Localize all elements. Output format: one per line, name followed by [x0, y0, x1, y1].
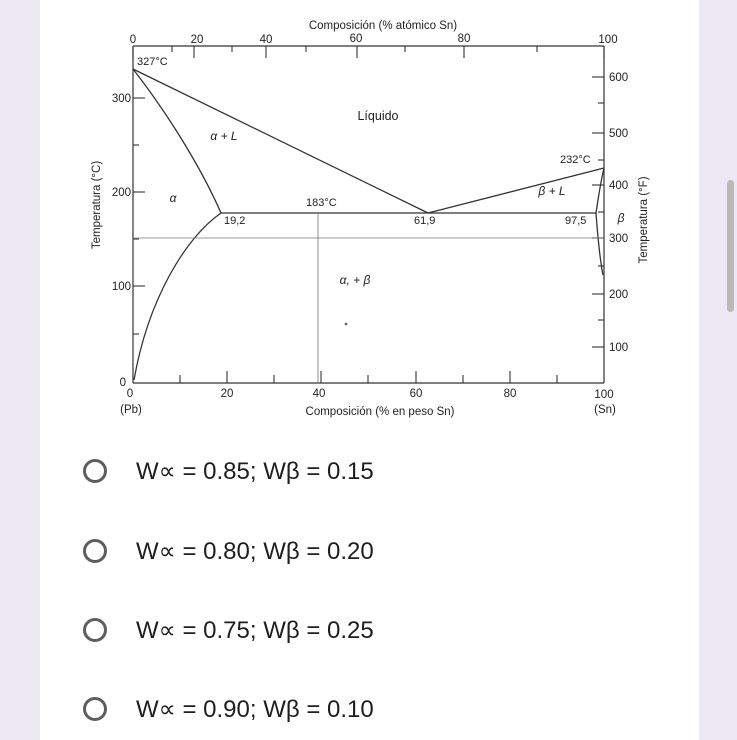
bottom-tick-label: 80 — [503, 388, 517, 400]
eutectic-composition-label: 61,9 — [414, 215, 436, 227]
pb-melting-label: 327°C — [137, 56, 168, 68]
guide-lines — [133, 213, 604, 383]
top-axis-ticks — [133, 46, 604, 58]
right-tick-label: 100 — [609, 342, 629, 354]
top-axis-title: Composición (% atómico Sn) — [308, 20, 458, 32]
alpha-region-label: α — [169, 191, 177, 205]
bottom-axis-title: Composición (% en peso Sn) — [305, 406, 455, 418]
option-4[interactable] — [83, 689, 583, 729]
liquidus-right — [428, 168, 604, 213]
top-tick-label: 80 — [457, 33, 471, 45]
option-label: W∝ = 0.80; Wβ = 0.20 — [136, 537, 374, 565]
top-tick-label: 100 — [598, 34, 618, 46]
left-tick-label: 100 — [111, 281, 131, 293]
beta-region-label: β — [617, 211, 625, 225]
radio-button[interactable] — [83, 697, 107, 721]
bottom-tick-label: 0 — [126, 388, 134, 400]
alpha-beta-region-label: α, + β — [339, 273, 371, 287]
radio-button[interactable] — [83, 539, 107, 563]
top-tick-label: 0 — [129, 34, 137, 46]
sn-melting-label: 232°C — [560, 154, 591, 166]
option-label: W∝ = 0.90; Wβ = 0.10 — [136, 695, 374, 723]
option-2[interactable] — [83, 531, 583, 571]
alpha-liquid-region-label: α + L — [210, 129, 238, 143]
beta-liquid-region-label: β + L — [538, 184, 566, 198]
eutectic-temp-label: 183°C — [306, 197, 337, 209]
option-1[interactable] — [83, 451, 583, 491]
right-axis-title: Temperatura (°F) — [638, 176, 650, 264]
right-tick-label: 600 — [609, 72, 629, 84]
left-axis-title: Temperatura (°C) — [91, 160, 103, 250]
radio-button[interactable] — [83, 618, 107, 642]
right-tick-label: 400 — [609, 180, 629, 192]
top-tick-label: 20 — [190, 34, 204, 46]
option-3[interactable] — [83, 610, 583, 650]
left-tick-label: 0 — [119, 377, 126, 389]
left-tick-label: 300 — [111, 93, 131, 105]
solidus-beta — [596, 168, 604, 213]
left-tick-label: 200 — [111, 187, 131, 199]
option-label: W∝ = 0.75; Wβ = 0.25 — [136, 616, 374, 644]
sn-label: (Sn) — [594, 404, 616, 416]
alpha-solubility-label: 19,2 — [224, 215, 246, 227]
right-axis-ticks — [592, 77, 604, 347]
beta-solubility-label: 97,5 — [565, 215, 587, 227]
marker-dot — [345, 323, 348, 326]
bottom-axis-ticks — [180, 371, 557, 383]
top-tick-label: 60 — [349, 33, 363, 45]
right-tick-label: 300 — [609, 233, 629, 245]
right-tick-label: 500 — [609, 128, 629, 140]
right-tick-label: 200 — [609, 289, 629, 301]
liquid-region-label: Líquido — [357, 109, 399, 123]
diagram-frame — [133, 46, 604, 383]
left-axis-ticks — [133, 98, 145, 334]
bottom-tick-label: 60 — [409, 388, 423, 400]
bottom-tick-label: 40 — [312, 388, 326, 400]
pb-label: (Pb) — [120, 404, 142, 416]
bottom-tick-label: 20 — [220, 388, 234, 400]
radio-button[interactable] — [83, 459, 107, 483]
bottom-tick-label: 100 — [594, 389, 614, 401]
top-tick-label: 40 — [259, 34, 273, 46]
liquidus-left — [133, 69, 428, 213]
option-label: W∝ = 0.85; Wβ = 0.15 — [136, 457, 374, 485]
